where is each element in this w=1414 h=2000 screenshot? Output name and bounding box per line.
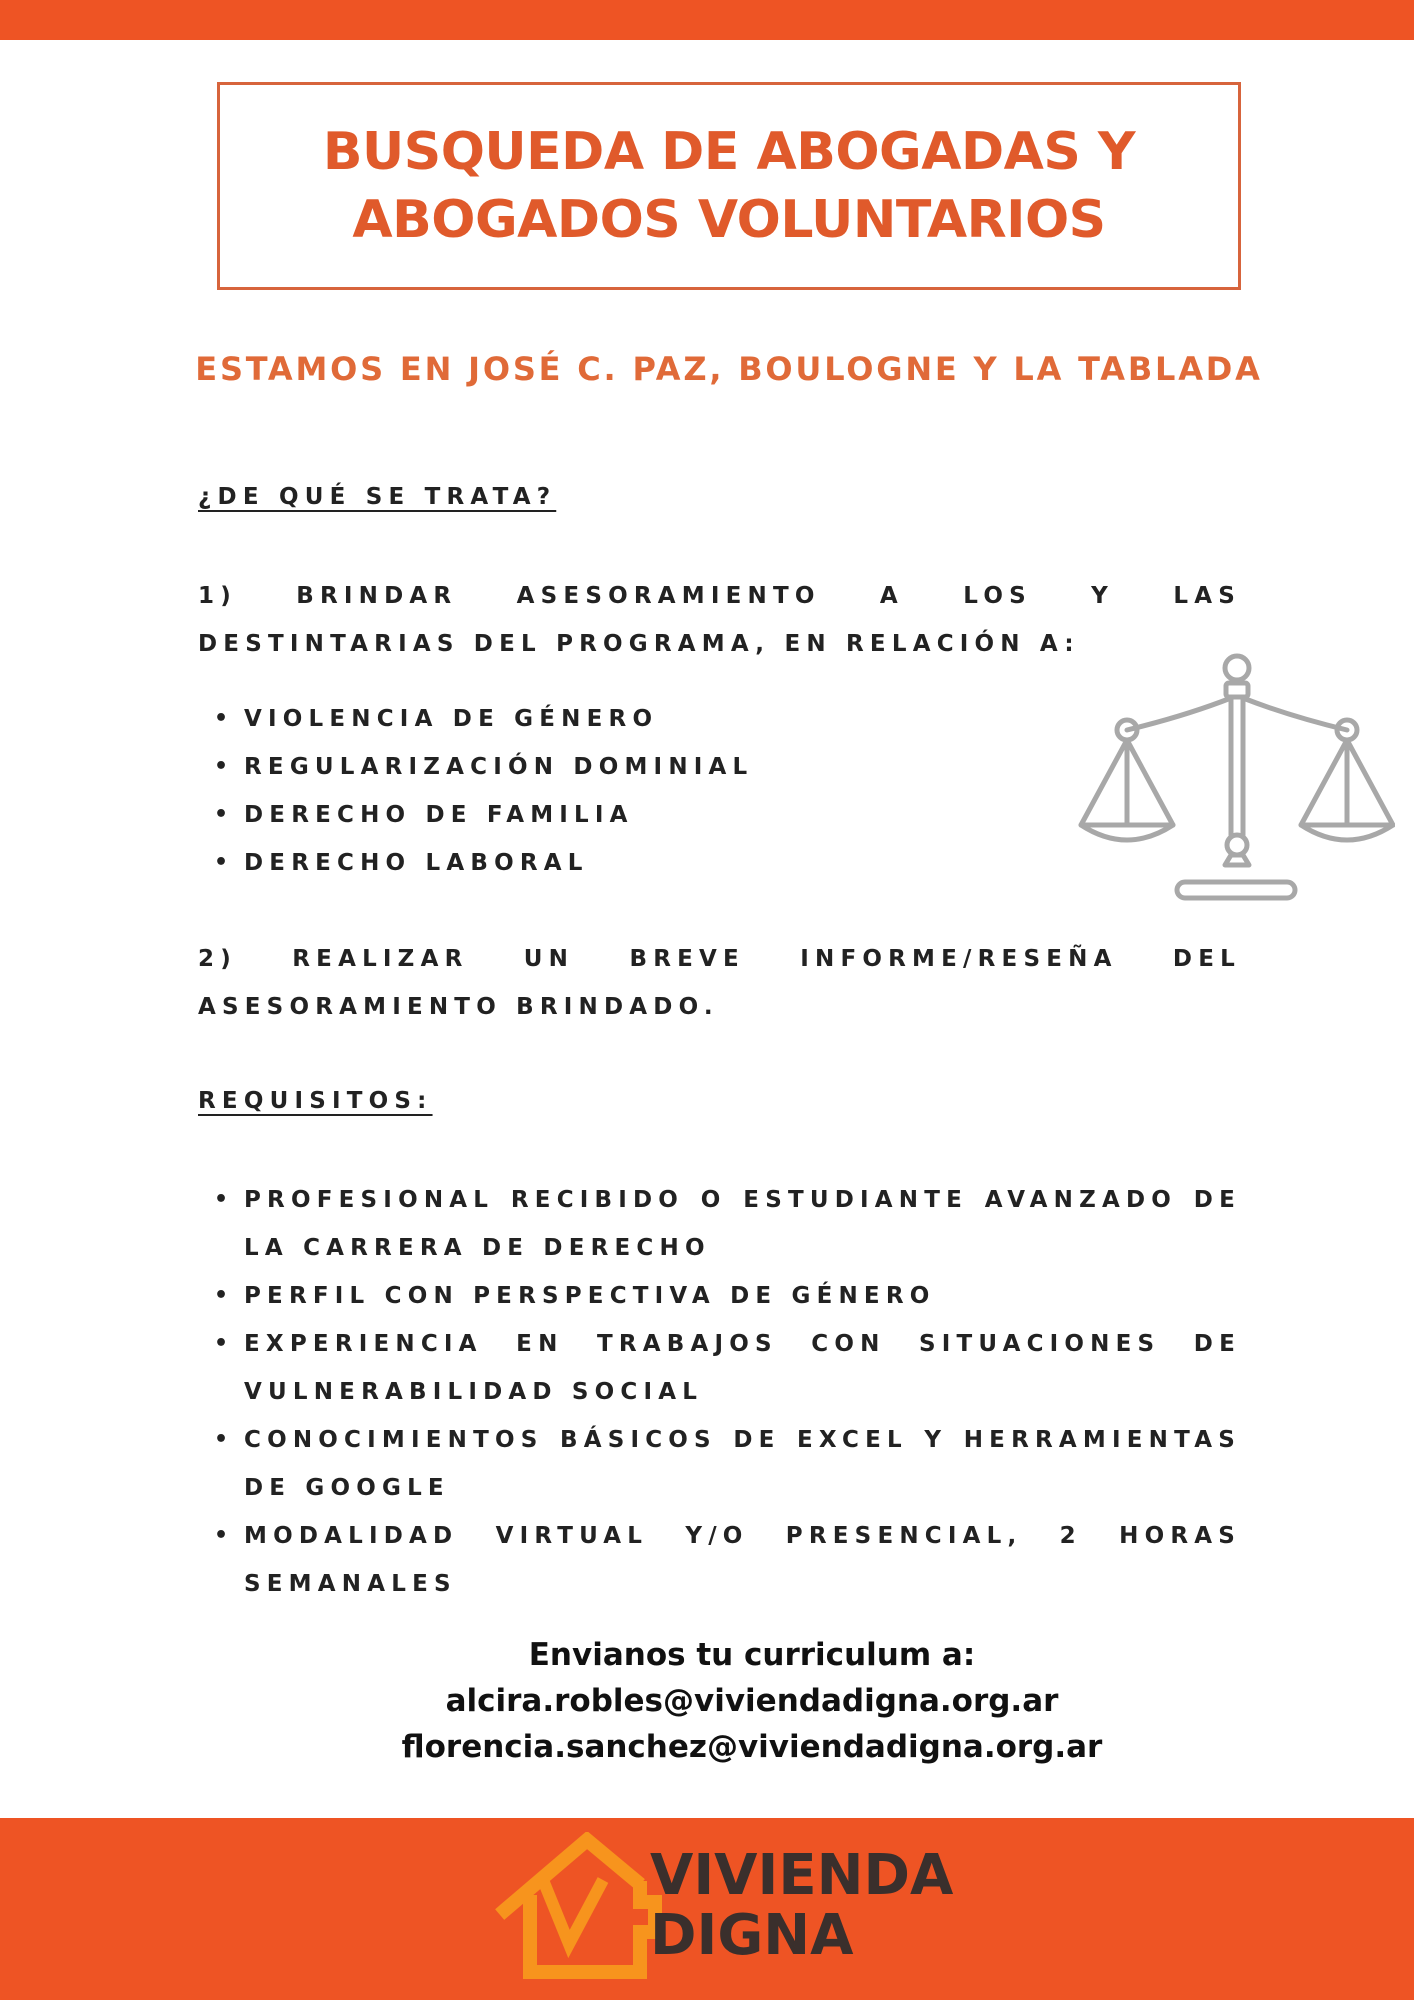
list-item: • CONOCIMIENTOS BÁSICOS DE EXCEL Y HERRAMIENTAS DE GOOGLE	[198, 1416, 1241, 1512]
list-item: • MODALIDAD VIRTUAL Y/O PRESENCIAL, 2 HORAS SEMANALES	[198, 1512, 1241, 1608]
email-link-1[interactable]: alcira.robles@viviendadigna.org.ar	[445, 1683, 1059, 1719]
list-item: • REGULARIZACIÓN DOMINIAL	[198, 743, 1098, 791]
point-1-rest: DESTINTARIAS DEL PROGRAMA, EN RELACIÓN A:	[198, 631, 1080, 657]
bullet-dot: •	[214, 802, 229, 827]
bullet-dot: •	[214, 1427, 229, 1452]
list-item: • DERECHO DE FAMILIA	[198, 791, 1098, 839]
scale-of-justice-icon	[1075, 650, 1395, 910]
locations-subtitle: ESTAMOS EN JOSÉ C. PAZ, BOULOGNE Y LA TABLADA	[195, 350, 1263, 388]
bullet-dot: •	[214, 706, 229, 731]
contact-intro: Envianos tu curriculum a:	[528, 1637, 976, 1673]
logo-line-2: DIGNA	[650, 1903, 854, 1968]
email-link-2[interactable]: florencia.sanchez@viviendadigna.org.ar	[401, 1729, 1103, 1765]
point-1-lead: 1) BRINDAR ASESORAMIENTO A LOS Y LAS	[198, 583, 1241, 609]
bullet-dot: •	[214, 1283, 229, 1308]
bullet-dot: •	[214, 1331, 229, 1356]
bullet-dot: •	[214, 1523, 229, 1548]
logo-wordmark	[650, 1843, 954, 1968]
requirements-heading: REQUISITOS:	[198, 1088, 433, 1114]
topics-list	[198, 695, 1098, 887]
title-box	[217, 82, 1241, 290]
list-item: • VIOLENCIA DE GÉNERO	[198, 695, 1098, 743]
list-item: • EXPERIENCIA EN TRABAJOS CON SITUACIONES DE VULNERABILIDAD SOCIAL	[198, 1320, 1241, 1416]
list-item: • PROFESIONAL RECIBIDO O ESTUDIANTE AVANZADO DE LA CARRERA DE DERECHO	[198, 1176, 1241, 1272]
bullet-dot: •	[214, 850, 229, 875]
bullet-dot: •	[214, 1187, 229, 1212]
top-accent-bar	[0, 0, 1414, 40]
title-line-1: BUSQUEDA DE ABOGADAS Y	[322, 122, 1136, 182]
list-item: • PERFIL CON PERSPECTIVA DE GÉNERO	[198, 1272, 1241, 1320]
logo-line-1: VIVIENDA	[650, 1843, 954, 1908]
point-2-rest: ASESORAMIENTO BRINDADO.	[198, 994, 719, 1020]
contact-block	[0, 1632, 1414, 1770]
point-2-paragraph	[198, 935, 1241, 1031]
point-2-lead: 2) REALIZAR UN BREVE INFORME/RESEÑA DEL	[198, 946, 1241, 972]
list-item: • DERECHO LABORAL	[198, 839, 1098, 887]
requirements-list	[198, 1176, 1241, 1608]
title-line-2: ABOGADOS VOLUNTARIOS	[352, 190, 1106, 250]
about-heading: ¿DE QUÉ SE TRATA?	[198, 484, 557, 510]
bullet-dot: •	[214, 754, 229, 779]
